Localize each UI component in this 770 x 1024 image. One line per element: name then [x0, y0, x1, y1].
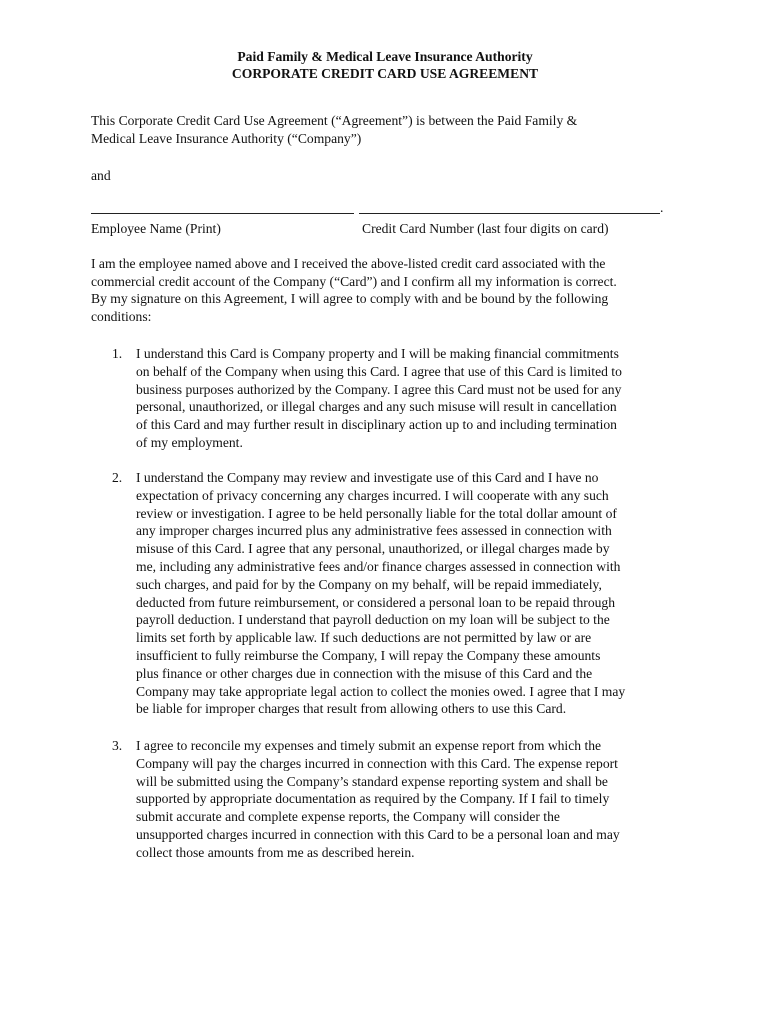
agreement-title: CORPORATE CREDIT CARD USE AGREEMENT [231, 66, 539, 81]
condition-line: I understand the Company may review and investigate use of this Card and I have no [136, 470, 599, 485]
condition-line: any improper charges incurred plus any administrative fees assessed in connection with [136, 523, 612, 539]
intro-paragraph [91, 112, 691, 147]
statement-paragraph [91, 255, 691, 325]
condition-line: payroll deduction. I understand that payroll deduction on my loan will be subject to the [136, 612, 610, 628]
condition-line: will be submitted using the Company’s standard expense reporting system and shall be [136, 773, 608, 789]
condition-line: I understand this Card is Company property and I will be making financial commitments [136, 346, 619, 361]
statement-line: commercial credit account of the Company (“Card”) and I confirm all my information is correct. [91, 273, 617, 289]
authority-title: Paid Family & Medical Leave Insurance Authority [237, 49, 533, 64]
condition-line: collect those amounts from me as described herein. [136, 844, 415, 860]
condition-line: of my employment. [136, 434, 243, 450]
condition-line: business purposes authorized by the Company. I agree this Card must not be used for any [136, 381, 622, 397]
condition-number: 3. [112, 738, 123, 753]
condition-line: of this Card and may further result in disciplinary action up to and including termination [136, 417, 617, 433]
condition-line: deducted from future reimbursement, or considered a personal loan to be repaid through [136, 594, 616, 610]
condition-line: misuse of this Card. I agree that any personal, unauthorized, or illegal charges made by [136, 541, 610, 557]
condition-line: review or investigation. I agree to be held personally liable for the total dollar amount of [136, 505, 617, 521]
statement-line: conditions: [91, 308, 152, 324]
condition-line: on behalf of the Company when using this Card. I agree that use of this Card is limited to [136, 363, 622, 379]
condition-line: expectation of privacy concerning any charges incurred. I will cooperate with any such [136, 487, 609, 503]
condition-line: such charges, and paid for by the Company on my behalf, will be repaid immediately, [136, 576, 602, 592]
employee-name-label: Employee Name (Print) [91, 221, 221, 236]
condition-line: submit accurate and complete expense reports, the Company will consider the [136, 809, 560, 825]
condition-text [136, 469, 696, 718]
condition-line: Company will pay the charges incurred in connection with this Card. The expense report [136, 755, 618, 771]
condition-text [136, 345, 696, 452]
condition-line: supported by appropriate documentation as required by the Company. If I fail to timely [136, 791, 610, 807]
condition-line: plus finance or other charges due in connection with the misuse of this Card and the [136, 665, 593, 681]
condition-line: insufficient to fully reimburse the Company, I will repay the Company these amounts [136, 647, 601, 663]
condition-line: Company may take appropriate legal action to collect the monies owed. I agree that I may [136, 683, 626, 699]
card-number-line [359, 213, 660, 214]
condition-line: personal, unauthorized, or illegal charges and any such misuse will result in cancellation [136, 399, 617, 415]
signature-period: . [660, 200, 664, 215]
condition-line: unsupported charges incurred in connection with this Card to be a personal loan and may [136, 826, 620, 842]
condition-line: me, including any administrative fees and/or finance charges assessed in connection with [136, 558, 621, 574]
intro-line: This Corporate Credit Card Use Agreement (“Agreement”) is between the Paid Family & [91, 113, 578, 128]
condition-line: be liable for improper charges that result from allowing others to use this Card. [136, 701, 567, 717]
and-text: and [91, 168, 111, 183]
employee-name-line [91, 213, 354, 214]
condition-number: 1. [112, 346, 123, 361]
condition-text [136, 737, 696, 862]
statement-line: By my signature on this Agreement, I will agree to comply with and be bound by the following [91, 291, 609, 307]
condition-line: I agree to reconcile my expenses and timely submit an expense report from which the [136, 738, 602, 753]
statement-line: I am the employee named above and I received the above-listed credit card associated with the [91, 256, 606, 271]
intro-line: Medical Leave Insurance Authority (“Company”) [91, 130, 362, 146]
condition-line: limits set forth by applicable law. If such deductions are not permitted by law or are [136, 630, 592, 646]
card-number-label: Credit Card Number (last four digits on card) [362, 221, 609, 236]
condition-number: 2. [112, 470, 123, 485]
